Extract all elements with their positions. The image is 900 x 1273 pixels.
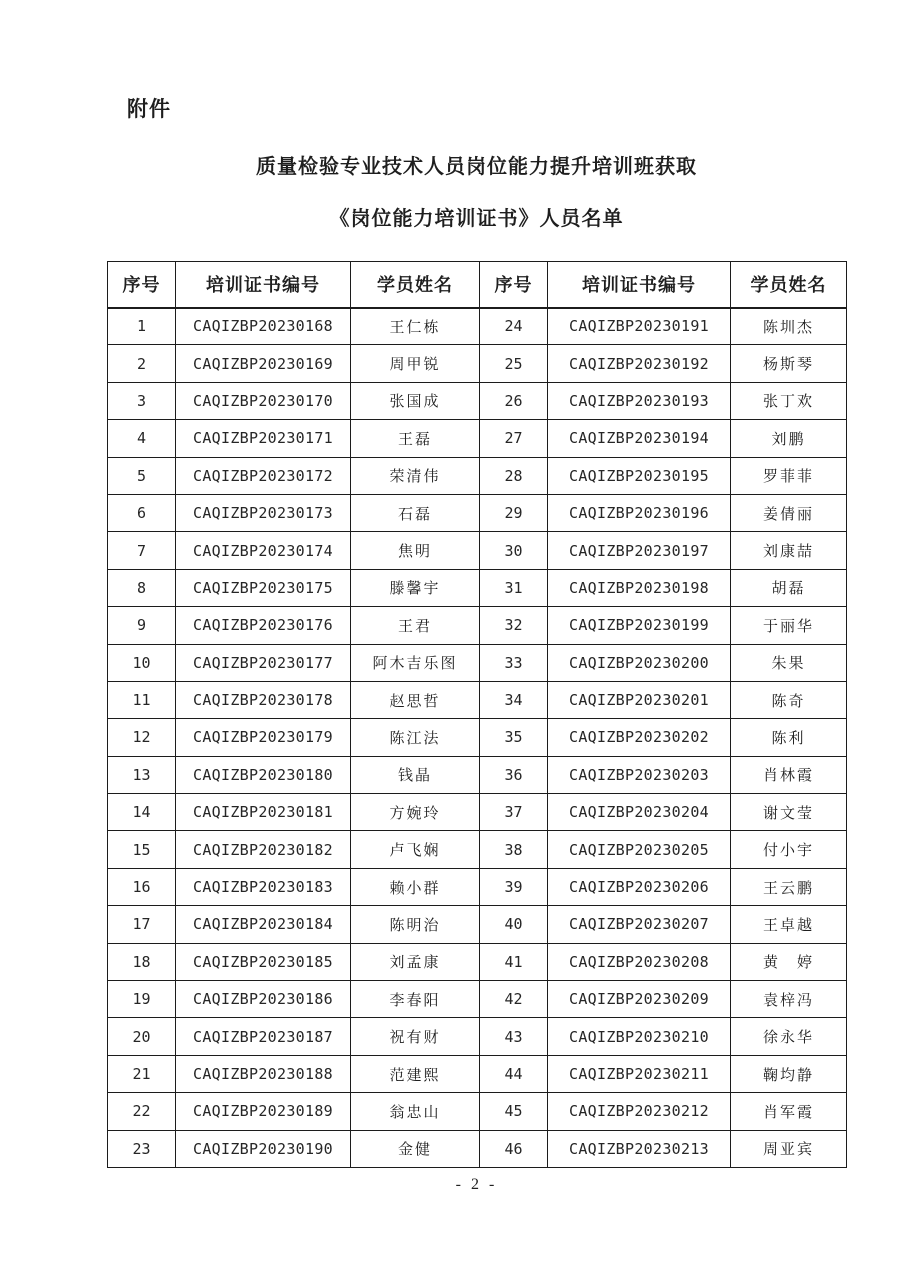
student-name-cell: 王卓越: [731, 906, 847, 943]
student-name-cell: 张丁欢: [731, 382, 847, 419]
certificate-number-cell: CAQIZBP20230196: [548, 494, 731, 531]
index-column-header: 序号: [108, 262, 176, 308]
certificate-number-cell: CAQIZBP20230182: [176, 831, 351, 868]
student-name-cell: 黄 婷: [731, 943, 847, 980]
table-row: [108, 308, 847, 345]
student-name-cell: 方婉玲: [351, 794, 480, 831]
index-cell: 24: [480, 308, 548, 345]
index-cell: 19: [108, 981, 176, 1018]
document-title-line2: 《岗位能力培训证书》人员名单: [329, 208, 624, 230]
certificate-number-cell: CAQIZBP20230191: [548, 308, 731, 345]
student-name-cell: 胡磊: [731, 569, 847, 606]
table-row: [108, 1055, 847, 1092]
certificate-number-cell: CAQIZBP20230180: [176, 756, 351, 793]
student-name-cell: 刘鹏: [731, 420, 847, 457]
certificate-number-cell: CAQIZBP20230198: [548, 569, 731, 606]
table-header-row: [108, 262, 847, 308]
student-name-cell: 罗菲菲: [731, 457, 847, 494]
certificate-number-cell: CAQIZBP20230209: [548, 981, 731, 1018]
index-cell: 23: [108, 1130, 176, 1167]
student-name-cell: 杨斯琴: [731, 345, 847, 382]
student-name-cell: 刘康喆: [731, 532, 847, 569]
student-name-cell: 李春阳: [351, 981, 480, 1018]
attachment-label: 附件: [127, 97, 171, 121]
certificate-number-cell: CAQIZBP20230205: [548, 831, 731, 868]
student-name-cell: 谢文莹: [731, 794, 847, 831]
student-name-cell: 周亚宾: [731, 1130, 847, 1167]
certificate-number-cell: CAQIZBP20230194: [548, 420, 731, 457]
index-cell: 13: [108, 756, 176, 793]
certificate-number-cell: CAQIZBP20230179: [176, 719, 351, 756]
page-number: - 2 -: [455, 1175, 498, 1193]
certificate-number-cell: CAQIZBP20230189: [176, 1093, 351, 1130]
certificate-number-cell: CAQIZBP20230210: [548, 1018, 731, 1055]
table-row: [108, 420, 847, 457]
certificate-number-cell: CAQIZBP20230213: [548, 1130, 731, 1167]
student-name-cell: 荣清伟: [351, 457, 480, 494]
student-name-cell: 朱果: [731, 644, 847, 681]
certificate-number-cell: CAQIZBP20230211: [548, 1055, 731, 1092]
index-cell: 21: [108, 1055, 176, 1092]
student-name-cell: 姜倩丽: [731, 494, 847, 531]
index-cell: 11: [108, 681, 176, 718]
student-name-cell: 刘孟康: [351, 943, 480, 980]
certificate-number-cell: CAQIZBP20230212: [548, 1093, 731, 1130]
certificate-number-cell: CAQIZBP20230208: [548, 943, 731, 980]
document-page: [107, 0, 846, 1194]
index-cell: 14: [108, 794, 176, 831]
certificate-number-cell: CAQIZBP20230176: [176, 607, 351, 644]
certificate-number-cell: CAQIZBP20230183: [176, 868, 351, 905]
index-cell: 3: [108, 382, 176, 419]
table-row: [108, 1130, 847, 1167]
table-row: [108, 382, 847, 419]
table-row: [108, 1018, 847, 1055]
table-row: [108, 457, 847, 494]
index-cell: 10: [108, 644, 176, 681]
index-cell: 42: [480, 981, 548, 1018]
student-name-cell: 陈利: [731, 719, 847, 756]
table-row: [108, 345, 847, 382]
certificate-number-cell: CAQIZBP20230203: [548, 756, 731, 793]
index-cell: 12: [108, 719, 176, 756]
certificate-number-cell: CAQIZBP20230193: [548, 382, 731, 419]
certificate-number-cell: CAQIZBP20230173: [176, 494, 351, 531]
index-cell: 15: [108, 831, 176, 868]
certificate-number-cell: CAQIZBP20230174: [176, 532, 351, 569]
index-cell: 28: [480, 457, 548, 494]
student-name-cell: 王云鹏: [731, 868, 847, 905]
index-cell: 27: [480, 420, 548, 457]
table-row: [108, 868, 847, 905]
student-name-cell: 周甲锐: [351, 345, 480, 382]
index-cell: 45: [480, 1093, 548, 1130]
certificate-number-cell: CAQIZBP20230206: [548, 868, 731, 905]
index-cell: 30: [480, 532, 548, 569]
index-cell: 17: [108, 906, 176, 943]
student-name-cell: 于丽华: [731, 607, 847, 644]
student-name-cell: 张国成: [351, 382, 480, 419]
certificate-number-cell: CAQIZBP20230192: [548, 345, 731, 382]
index-cell: 36: [480, 756, 548, 793]
certificate-column-header: 培训证书编号: [548, 262, 731, 308]
student-name-cell: 陈圳杰: [731, 308, 847, 345]
table-row: [108, 644, 847, 681]
index-cell: 16: [108, 868, 176, 905]
index-cell: 6: [108, 494, 176, 531]
student-name-cell: 焦明: [351, 532, 480, 569]
certificate-number-cell: CAQIZBP20230207: [548, 906, 731, 943]
index-cell: 33: [480, 644, 548, 681]
name-column-header: 学员姓名: [351, 262, 480, 308]
certificate-number-cell: CAQIZBP20230177: [176, 644, 351, 681]
index-cell: 41: [480, 943, 548, 980]
certificate-number-cell: CAQIZBP20230170: [176, 382, 351, 419]
student-name-cell: 王磊: [351, 420, 480, 457]
table-row: [108, 981, 847, 1018]
index-cell: 26: [480, 382, 548, 419]
table-row: [108, 943, 847, 980]
table-row: [108, 1093, 847, 1130]
index-cell: 2: [108, 345, 176, 382]
index-cell: 20: [108, 1018, 176, 1055]
index-cell: 46: [480, 1130, 548, 1167]
index-cell: 34: [480, 681, 548, 718]
certificate-roster-table: [107, 261, 847, 1168]
certificate-number-cell: CAQIZBP20230195: [548, 457, 731, 494]
index-cell: 4: [108, 420, 176, 457]
certificate-number-cell: CAQIZBP20230202: [548, 719, 731, 756]
certificate-number-cell: CAQIZBP20230172: [176, 457, 351, 494]
index-cell: 9: [108, 607, 176, 644]
index-cell: 1: [108, 308, 176, 345]
table-row: [108, 719, 847, 756]
student-name-cell: 肖林霞: [731, 756, 847, 793]
certificate-number-cell: CAQIZBP20230204: [548, 794, 731, 831]
index-cell: 38: [480, 831, 548, 868]
student-name-cell: 王君: [351, 607, 480, 644]
certificate-number-cell: CAQIZBP20230169: [176, 345, 351, 382]
student-name-cell: 祝有财: [351, 1018, 480, 1055]
table-row: [108, 569, 847, 606]
student-name-cell: 范建熙: [351, 1055, 480, 1092]
student-name-cell: 金健: [351, 1130, 480, 1167]
student-name-cell: 赵思哲: [351, 681, 480, 718]
certificate-number-cell: CAQIZBP20230187: [176, 1018, 351, 1055]
certificate-number-cell: CAQIZBP20230199: [548, 607, 731, 644]
certificate-number-cell: CAQIZBP20230171: [176, 420, 351, 457]
index-cell: 22: [108, 1093, 176, 1130]
student-name-cell: 陈明治: [351, 906, 480, 943]
index-cell: 39: [480, 868, 548, 905]
student-name-cell: 卢飞娴: [351, 831, 480, 868]
student-name-cell: 翁忠山: [351, 1093, 480, 1130]
certificate-number-cell: CAQIZBP20230178: [176, 681, 351, 718]
student-name-cell: 石磊: [351, 494, 480, 531]
index-column-header: 序号: [480, 262, 548, 308]
index-cell: 43: [480, 1018, 548, 1055]
table-row: [108, 794, 847, 831]
student-name-cell: 王仁栋: [351, 308, 480, 345]
student-name-cell: 付小宇: [731, 831, 847, 868]
student-name-cell: 鞠均静: [731, 1055, 847, 1092]
table-row: [108, 532, 847, 569]
student-name-cell: 赖小群: [351, 868, 480, 905]
certificate-number-cell: CAQIZBP20230186: [176, 981, 351, 1018]
index-cell: 44: [480, 1055, 548, 1092]
index-cell: 37: [480, 794, 548, 831]
index-cell: 29: [480, 494, 548, 531]
index-cell: 31: [480, 569, 548, 606]
table-row: [108, 756, 847, 793]
certificate-number-cell: CAQIZBP20230201: [548, 681, 731, 718]
table-row: [108, 607, 847, 644]
table-row: [108, 906, 847, 943]
index-cell: 18: [108, 943, 176, 980]
table-row: [108, 681, 847, 718]
certificate-number-cell: CAQIZBP20230185: [176, 943, 351, 980]
student-name-cell: 钱晶: [351, 756, 480, 793]
certificate-number-cell: CAQIZBP20230168: [176, 308, 351, 345]
student-name-cell: 袁梓冯: [731, 981, 847, 1018]
certificate-number-cell: CAQIZBP20230188: [176, 1055, 351, 1092]
index-cell: 25: [480, 345, 548, 382]
certificate-column-header: 培训证书编号: [176, 262, 351, 308]
certificate-number-cell: CAQIZBP20230197: [548, 532, 731, 569]
student-name-cell: 滕馨宇: [351, 569, 480, 606]
student-name-cell: 徐永华: [731, 1018, 847, 1055]
index-cell: 5: [108, 457, 176, 494]
table-row: [108, 831, 847, 868]
index-cell: 7: [108, 532, 176, 569]
certificate-number-cell: CAQIZBP20230190: [176, 1130, 351, 1167]
index-cell: 40: [480, 906, 548, 943]
certificate-number-cell: CAQIZBP20230200: [548, 644, 731, 681]
document-title-line1: 质量检验专业技术人员岗位能力提升培训班获取: [256, 156, 697, 178]
index-cell: 8: [108, 569, 176, 606]
certificate-number-cell: CAQIZBP20230175: [176, 569, 351, 606]
certificate-number-cell: CAQIZBP20230184: [176, 906, 351, 943]
table-row: [108, 494, 847, 531]
index-cell: 35: [480, 719, 548, 756]
name-column-header: 学员姓名: [731, 262, 847, 308]
student-name-cell: 陈奇: [731, 681, 847, 718]
certificate-number-cell: CAQIZBP20230181: [176, 794, 351, 831]
index-cell: 32: [480, 607, 548, 644]
student-name-cell: 阿木吉乐图: [351, 644, 480, 681]
student-name-cell: 肖军霞: [731, 1093, 847, 1130]
student-name-cell: 陈江法: [351, 719, 480, 756]
